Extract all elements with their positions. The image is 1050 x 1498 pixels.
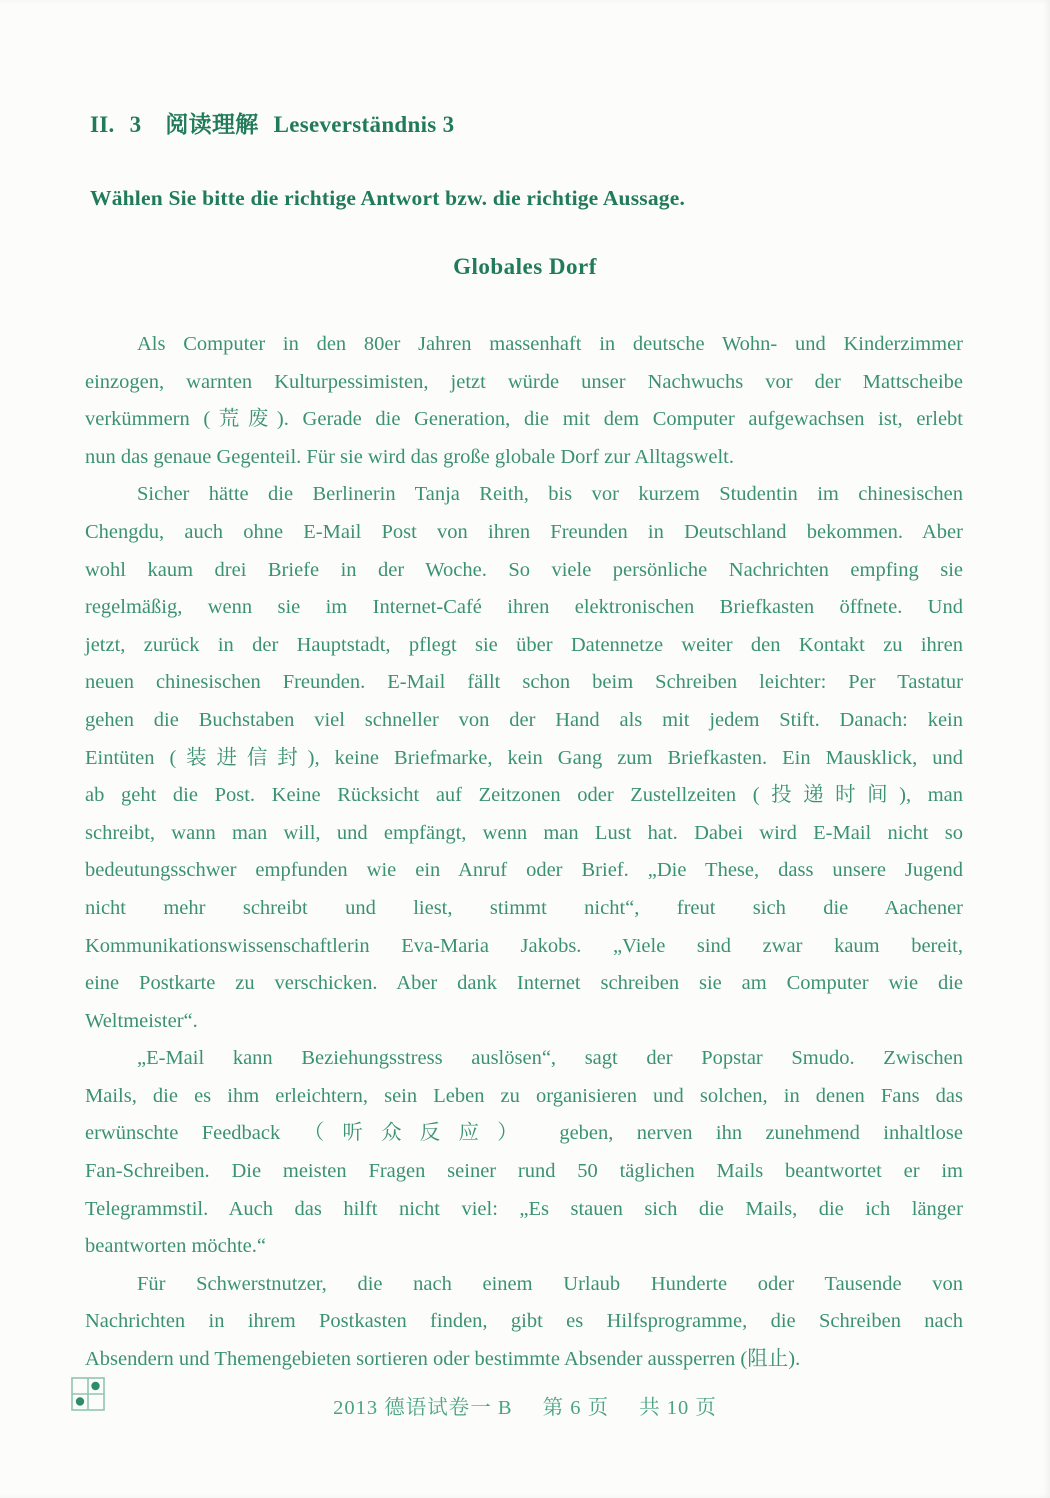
section-number: II. (90, 112, 115, 137)
page-footer (0, 1390, 1050, 1420)
text-line: Als Computer in den 80er Jahren massenhaft in deutsche Wohn- und Kinderzimmer (137, 333, 963, 355)
text-line: einzogen, warnten Kulturpessimisten, jetzt würde unser Nachwuchs vor der Mattscheibe (85, 370, 963, 393)
article-title: Globales Dorf (453, 254, 597, 279)
text-line: Für Schwerstnutzer, die nach einem Urlaub Hunderte oder Tausende von (137, 1272, 963, 1295)
text-line: „E-Mail kann Beziehungsstress auslösen“, sagt der Popstar Smudo. Zwischen (137, 1047, 963, 1070)
text-line: gehen die Buchstaben viel schneller von der Hand als mit jedem Stift. Danach: kein (85, 708, 963, 731)
text-line: Chengdu, auch ohne E-Mail Post von ihren Freunden in Deutschland bekommen. Aber (85, 520, 963, 543)
text-line: bedeutungsschwer empfunden wie ein Anruf oder Brief. „Die These, dass unsere Jugend (85, 859, 963, 882)
section-heading (90, 106, 454, 139)
text-line: Nachrichten in ihrem Postkasten finden, gibt es Hilfsprogramme, die Schreiben nach (85, 1310, 963, 1333)
text-line: erwünschte Feedback （听众反应） geben, nerven ihn zunehmend inhaltlose (85, 1122, 963, 1145)
text-line: regelmäßig, wenn sie im Internet-Café ihren elektronischen Briefkasten öffnete. Und (85, 596, 963, 619)
body-text (85, 326, 963, 1379)
section-title-chinese: 阅读理解 (165, 112, 259, 137)
section-title-german: Leseverständnis 3 (273, 112, 455, 137)
text-line: Sicher hätte die Berlinerin Tanja Reith, bis vor kurzem Studentin im chinesischen (137, 483, 963, 506)
text-line: verkümmern (荒废). Gerade die Generation, die mit dem Computer aufgewachsen ist, erlebt (85, 408, 963, 431)
text-line: schreibt, wann man will, und empfängt, wenn man Lust hat. Dabei wird E-Mail nicht so (85, 821, 963, 844)
text-line: beantworten möchte.“ (85, 1235, 267, 1258)
text-line: wohl kaum drei Briefe in der Woche. So viele persönliche Nachrichten empfing sie (85, 558, 963, 581)
text-line: Mails, die es ihm erleichtern, sein Leben zu organisieren und solchen, in denen Fans das (85, 1084, 963, 1107)
text-line: Telegrammstil. Auch das hilft nicht viel: „Es stauen sich die Mails, die ich länger (85, 1197, 963, 1220)
text-line: eine Postkarte zu verschicken. Aber dank Internet schreiben sie am Computer wie die (85, 972, 963, 995)
footer-doc-label: 2013 德语试卷一 B (333, 1397, 513, 1419)
instruction-line: Wählen Sie bitte die richtige Antwort bzw. die richtige Aussage. (90, 186, 686, 210)
text-line: Weltmeister“. (85, 1009, 198, 1032)
text-line: jetzt, zurück in der Hauptstadt, pflegt sie über Datennetze weiter den Kontakt zu ihren (85, 633, 963, 656)
item-number: 3 (129, 112, 142, 137)
text-line: nun das genaue Gegenteil. Für sie wird das große globale Dorf zur Alltagswelt. (85, 445, 734, 468)
text-line: neuen chinesischen Freunden. E-Mail fällt schon beim Schreiben leichter: Per Tastatur (85, 671, 963, 694)
text-line: Kommunikationswissenschaftlerin Eva-Maria Jakobs. „Viele sind zwar kaum bereit, (85, 934, 963, 957)
text-line: Absendern und Themengebieten sortieren oder bestimmte Absender aussperren (阻止). (85, 1348, 801, 1371)
text-line: nicht mehr schreibt und liest, stimmt nicht“, freut sich die Aachener (85, 896, 963, 919)
footer-page-label: 第 6 页 (542, 1397, 610, 1419)
text-line: ab geht die Post. Keine Rücksicht auf Zeitzonen oder Zustellzeiten (投递时间), man (85, 784, 963, 807)
footer-total-label: 共 10 页 (639, 1397, 717, 1419)
text-line: Fan-Schreiben. Die meisten Fragen seiner rund 50 täglichen Mails beantwortet er im (85, 1160, 963, 1183)
text-line: Eintüten (装进信封), keine Briefmarke, kein Gang zum Briefkasten. Ein Mausklick, und (85, 746, 963, 769)
